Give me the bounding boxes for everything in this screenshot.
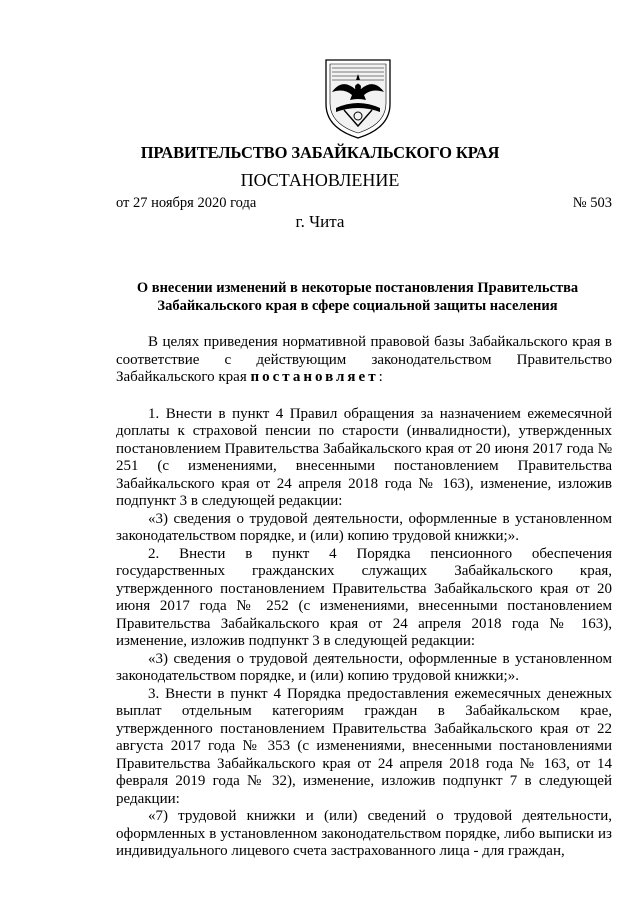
document-title bbox=[120, 279, 595, 315]
item-1: 1. Внести в пункт 4 Правил обращения за назначением ежемесячной доплаты к страховой пенсии по старости (инвалидности), утвержденных постановлением Правительства Забайкальского края от 20 июня 2017 года № 251 (с изменениями, внесенными постановлением Правительства Забайкальского края от 24 апреля 2018 года № 163), изменение, изложив подпункт 3 в следующей редакции: bbox=[116, 405, 612, 509]
item-3: 3. Внести в пункт 4 Порядка предоставления ежемесячных денежных выплат отдельным категориям граждан в Забайкальском крае, утвержденного постановлением Правительства Забайкальского края от 22 августа 2017 года № 353 (с изменениями, внесенными постановлениями Правительства Забайкальского края от 24 апреля 2018 года № 163, от 14 февраля 2019 года № 32), изменение, изложив подпункт 7 в следующей редакции: bbox=[116, 685, 612, 807]
document-number: № 503 bbox=[572, 195, 612, 211]
intro-paragraph bbox=[116, 334, 612, 387]
item-1-quote: «3) сведения о трудовой деятельности, оформленные в установленном законодательством порядке, и (или) копию трудовой книжки;». bbox=[116, 510, 612, 544]
document-body bbox=[116, 334, 612, 861]
title-line-2: Забайкальского края в сфере социальной защиты населения bbox=[157, 298, 558, 314]
item-3-quote: «7) трудовой книжки и (или) сведений о трудовой деятельности, оформленных в установленном законодательством порядке, либо выписки из индивидуального лицевого счета застрахованного лица - для граждан, bbox=[116, 808, 612, 859]
intro-text: В целях приведения нормативной правовой базы Забайкальского края в соответствие с действующим законодательством Правительство Забайкальского края bbox=[116, 334, 612, 385]
document-type: ПОСТАНОВЛЕНИЕ bbox=[240, 170, 400, 190]
title-line-1: О внесении изменений в некоторые постановления Правительства bbox=[136, 280, 579, 296]
item-2-quote: «3) сведения о трудовой деятельности, оформленные в установленном законодательством порядке, и (или) копию трудовой книжки;». bbox=[116, 650, 612, 684]
document-city: г. Чита bbox=[295, 212, 345, 231]
coat-of-arms-icon bbox=[322, 58, 394, 140]
government-name: ПРАВИТЕЛЬСТВО ЗАБАЙКАЛЬСКОГО КРАЯ bbox=[140, 143, 500, 162]
intro-end: : bbox=[378, 369, 383, 385]
decree-word: постановляет bbox=[250, 369, 379, 385]
item-2: 2. Внести в пункт 4 Порядка пенсионного обеспечения государственных гражданских служащих Забайкальского края, утвержденного постановлением Правительства Забайкальского края от 20 июня 2017 года № 252 (с изменениями, внесенными постановлением Правительства Забайкальского края от 24 апреля 2018 года № 163), изменение, изложив подпункт 3 в следующей редакции: bbox=[116, 545, 612, 649]
document-date: от 27 ноября 2020 года bbox=[116, 195, 257, 211]
